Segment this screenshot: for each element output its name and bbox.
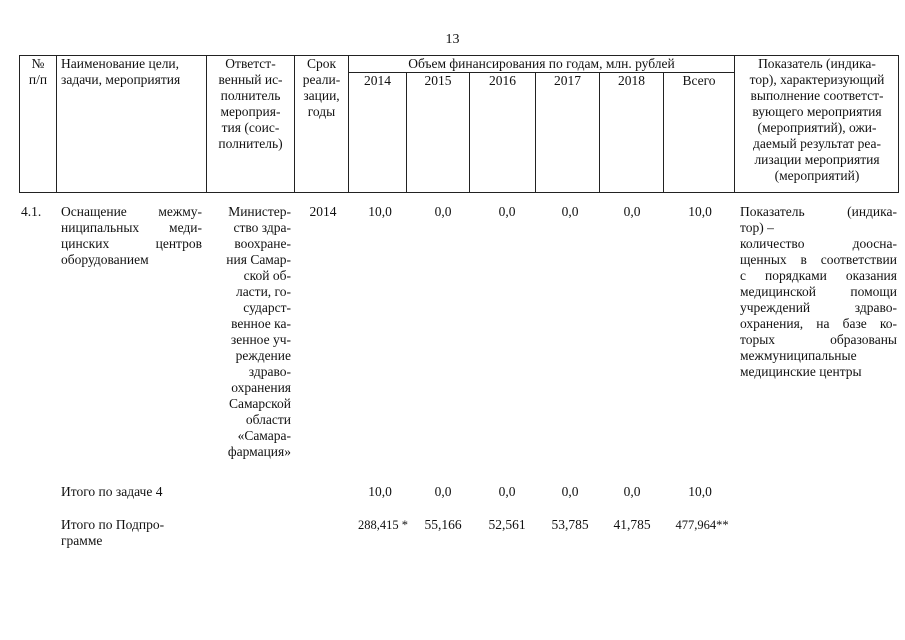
row-indicator-line: щенных в соответствии: [740, 252, 897, 267]
total-subprogram-2014: 288,415 *: [358, 518, 408, 532]
row-value-2018: 0,0: [623, 204, 641, 219]
header-year-2017: 2017: [554, 73, 581, 88]
total-subprogram-total: 477,964**: [675, 518, 729, 532]
row-name-line: Оснащение межму-: [61, 204, 202, 219]
row-indicator-line: торых образованы: [740, 332, 897, 347]
header-bottom-border: [19, 192, 898, 193]
row-number: 4.1.: [21, 204, 42, 219]
table-right-border: [898, 55, 899, 193]
total-task-label: Итого по задаче 4: [61, 484, 163, 499]
header-indicator: Показатель (индика- тор), характеризующий выполнение соответст- вующего мероприятия (мероприятий), ожи- даемый результат реа- лизации мероприятия (мероприятий): [749, 56, 885, 183]
header-year-2014: 2014: [364, 73, 391, 88]
row-indicator-line: медицинской помощи: [740, 284, 897, 299]
row-executor: Министер- ство здра- воохране- ния Самар- ской об- ласти, го- сударст- венное ка- зенное уч- реждение здраво- охранения Самарской области «Самара- фармация»: [226, 204, 291, 459]
row-name: [61, 204, 202, 268]
page-number: 13: [445, 32, 460, 47]
row-value-2017: 0,0: [561, 204, 579, 219]
row-value-2016: 0,0: [498, 204, 516, 219]
row-indicator-line: медицинские центры: [740, 364, 862, 379]
header-total: Всего: [682, 73, 716, 88]
header-no: № п/п: [28, 56, 48, 87]
col-divider: [734, 55, 735, 193]
col-divider: [469, 72, 470, 193]
total-task-2016: 0,0: [498, 484, 516, 499]
row-name-line: ниципальных меди-: [61, 220, 202, 235]
total-subprogram-2018: 41,785: [613, 517, 651, 532]
row-indicator-line: Показатель (индика-: [740, 204, 897, 219]
row-indicator: [740, 204, 897, 380]
total-task-2015: 0,0: [434, 484, 452, 499]
total-task-total: 10,0: [688, 484, 712, 499]
header-year-2018: 2018: [618, 73, 645, 88]
row-name-line: цинских центров: [61, 236, 202, 251]
header-funding: Объем финансирования по годам, млн. рублей: [408, 56, 675, 71]
header-name: Наименование цели, задачи, мероприятия: [61, 56, 181, 87]
row-name-line: оборудованием: [61, 252, 149, 267]
header-term: Срок реали- зации, годы: [302, 56, 341, 119]
row-indicator-line: охранения, на базе ко-: [740, 316, 897, 331]
col-divider: [663, 72, 664, 193]
row-term: 2014: [309, 204, 337, 219]
header-year-2015: 2015: [424, 73, 452, 88]
col-divider: [535, 72, 536, 193]
row-indicator-line: межмуниципальные: [740, 348, 857, 363]
col-divider: [56, 55, 57, 193]
total-task-2017: 0,0: [561, 484, 579, 499]
total-subprogram-2017: 53,785: [551, 517, 589, 532]
row-indicator-line: с порядками оказания: [740, 268, 897, 283]
row-value-2015: 0,0: [434, 204, 452, 219]
col-divider: [406, 72, 407, 193]
row-value-total: 10,0: [688, 204, 712, 219]
total-task-2018: 0,0: [623, 484, 641, 499]
total-subprogram-label: Итого по Подпро- грамме: [61, 517, 165, 548]
row-indicator-line: количество доосна-: [740, 236, 897, 251]
row-indicator-line: тор) –: [740, 220, 774, 235]
header-executor: Ответст- венный ис- полнитель мероприя- тия (соис- полнитель): [218, 56, 283, 151]
total-subprogram-2016: 52,561: [488, 517, 526, 532]
total-task-2014: 10,0: [368, 484, 392, 499]
header-year-2016: 2016: [489, 73, 516, 88]
row-value-2014: 10,0: [368, 204, 392, 219]
col-divider: [599, 72, 600, 193]
total-subprogram-2015: 55,166: [424, 517, 462, 532]
row-indicator-line: учреждений здраво-: [740, 300, 897, 315]
